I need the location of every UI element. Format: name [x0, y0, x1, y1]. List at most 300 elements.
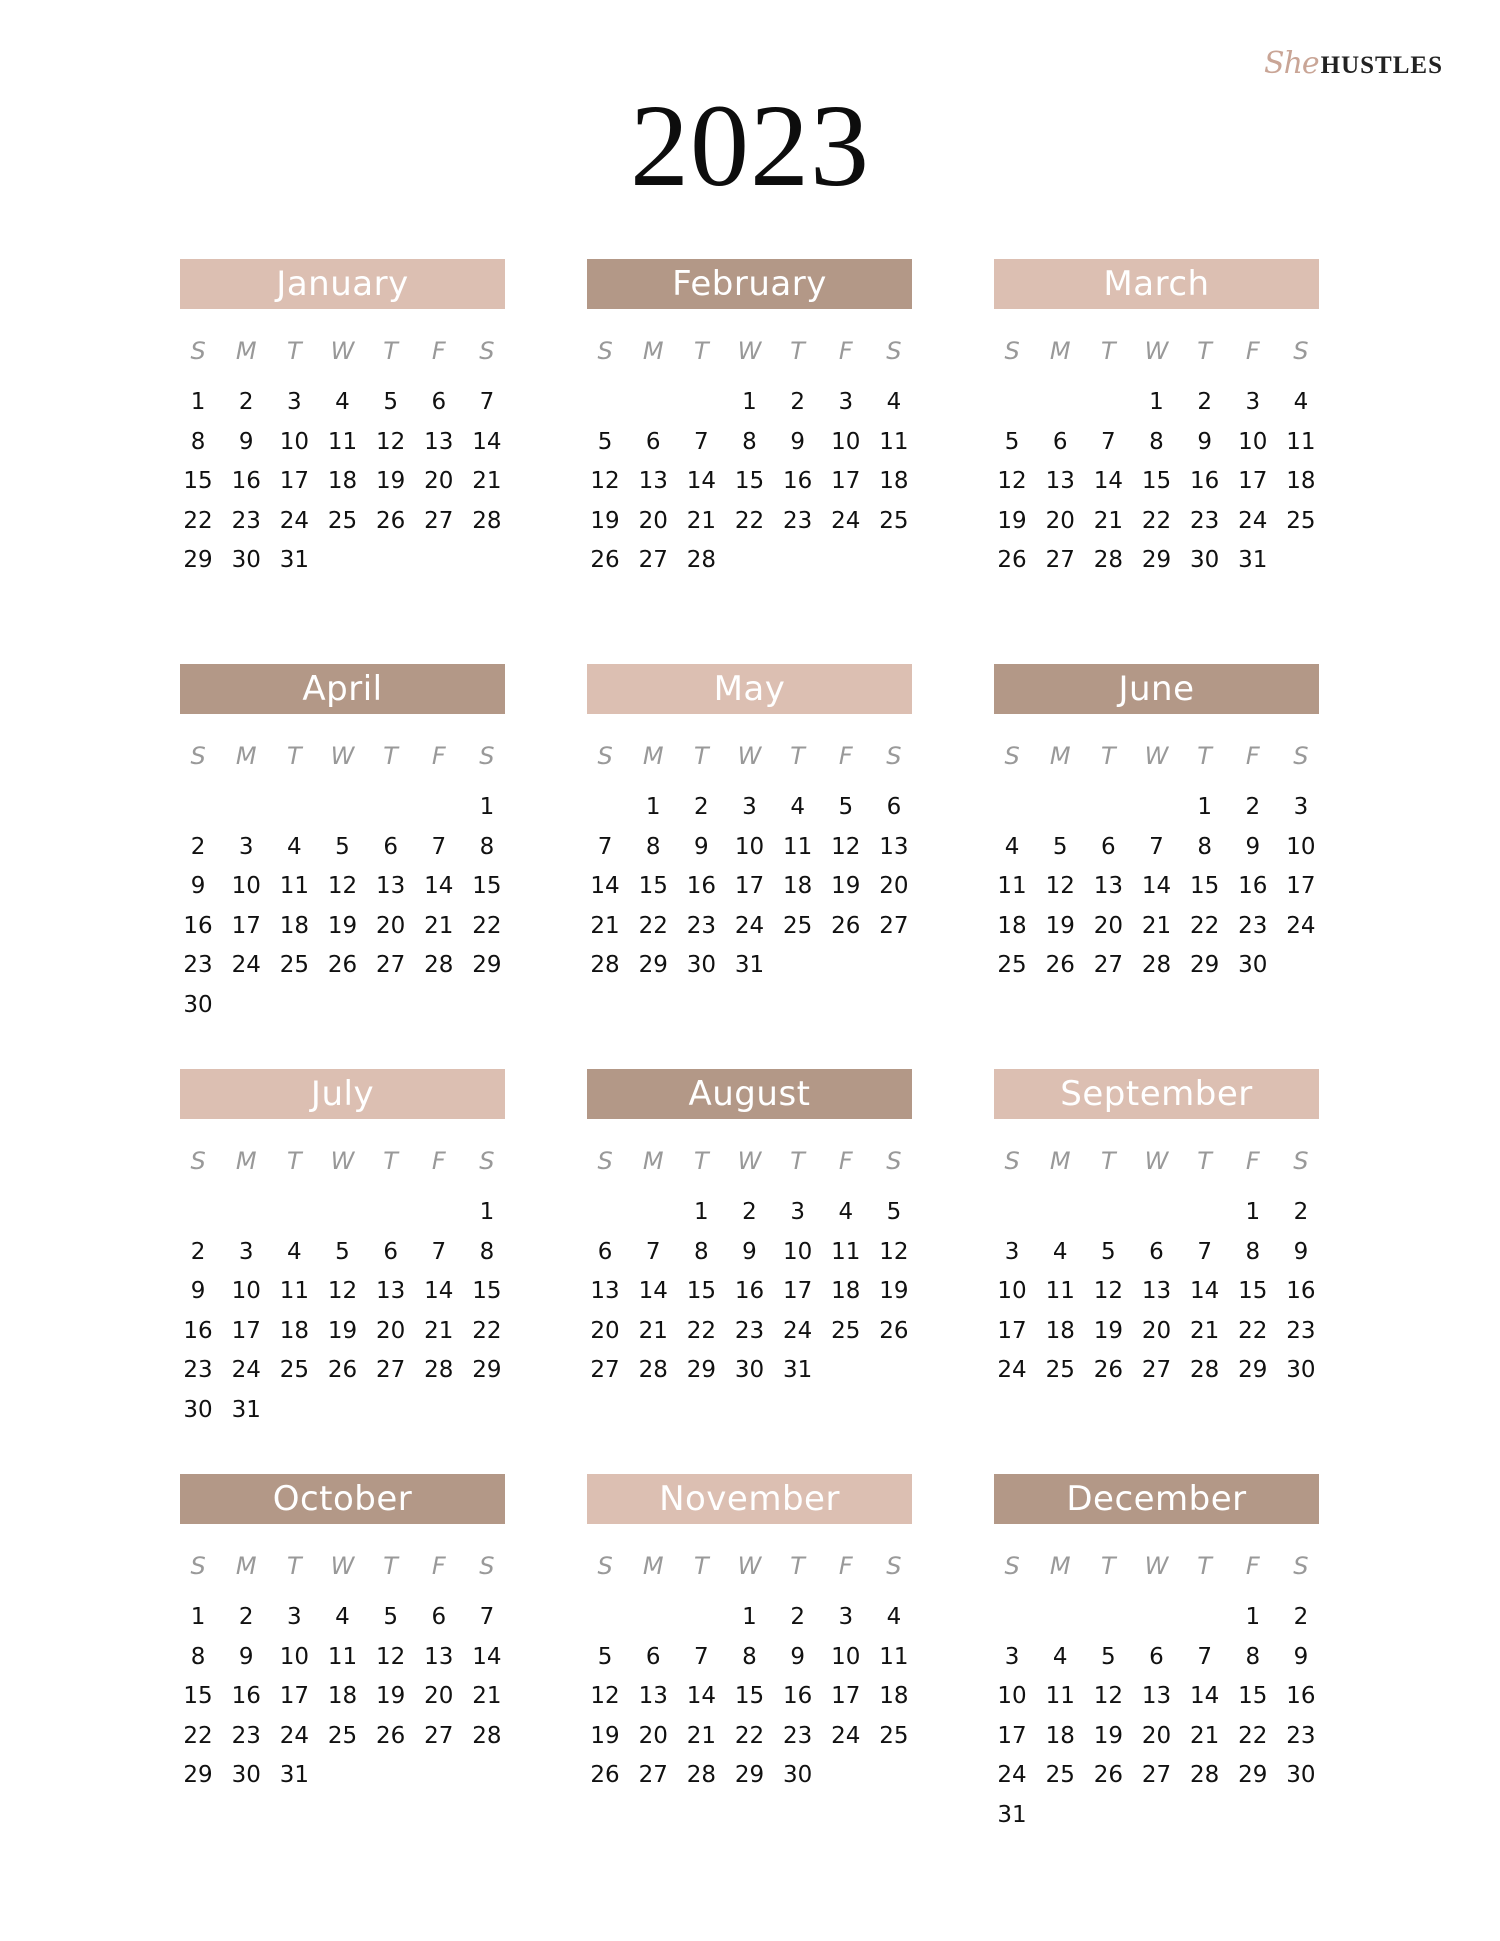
weekday-label: S	[886, 337, 902, 365]
day-cell: 2	[742, 1199, 757, 1225]
day-grid	[174, 383, 511, 581]
weekday-row	[581, 742, 918, 778]
day-cell: 12	[831, 833, 861, 860]
day-cell: 15	[183, 468, 213, 494]
day-cell: 21	[686, 507, 716, 534]
day-cell: 22	[1141, 507, 1172, 534]
weekday-row	[581, 337, 918, 373]
day-cell: 16	[1286, 1278, 1316, 1304]
day-cell: 18	[1045, 1722, 1075, 1749]
day-cell: 26	[327, 952, 358, 978]
weekday-label: T	[383, 337, 398, 365]
weekday-label: S	[1004, 1552, 1020, 1580]
day-cell: 12	[327, 873, 358, 899]
brand-logo-script: She	[1264, 46, 1319, 81]
weekday-label: M	[642, 1552, 664, 1580]
day-empty	[367, 1193, 415, 1233]
day-cell: 8	[190, 1643, 206, 1670]
day-cell: 31	[279, 547, 309, 573]
day-cell: 7	[694, 1643, 709, 1670]
day-cell: 8	[479, 1238, 495, 1265]
weekday-label: S	[1293, 1552, 1309, 1580]
day-cell: 18	[1045, 1317, 1075, 1344]
day-cell: 12	[375, 1643, 406, 1670]
day-cell: 15	[686, 1278, 716, 1304]
day-cell: 1	[1149, 389, 1164, 415]
day-cell: 2	[694, 794, 709, 820]
day-cell: 5	[1101, 1238, 1116, 1265]
day-empty	[1181, 1598, 1229, 1638]
day-cell: 6	[431, 1604, 447, 1630]
month-header: December	[994, 1474, 1319, 1524]
day-cell: 24	[831, 507, 861, 534]
day-cell: 17	[231, 1317, 261, 1344]
day-cell: 24	[997, 1762, 1027, 1788]
day-cell: 1	[1197, 794, 1212, 820]
day-cell: 17	[279, 1683, 309, 1709]
weekday-label: S	[886, 1147, 902, 1175]
day-cell: 13	[590, 1278, 620, 1304]
weekday-label: T	[383, 1147, 398, 1175]
day-cell: 25	[997, 952, 1027, 978]
day-cell: 8	[742, 428, 757, 455]
day-cell: 13	[1093, 873, 1123, 899]
day-cell: 13	[1141, 1683, 1172, 1709]
day-cell: 6	[1149, 1643, 1164, 1670]
weekday-label: T	[1101, 1552, 1116, 1580]
day-cell: 27	[1093, 952, 1123, 978]
day-cell: 24	[734, 912, 765, 939]
weekday-label: T	[1101, 742, 1116, 770]
day-cell: 14	[472, 1643, 502, 1670]
day-cell: 2	[1293, 1199, 1309, 1225]
day-cell: 1	[1245, 1604, 1261, 1630]
weekday-label: T	[287, 337, 302, 365]
day-cell: 5	[597, 428, 613, 455]
day-grid	[581, 1598, 918, 1796]
day-cell: 28	[1189, 1357, 1220, 1383]
day-cell: 14	[638, 1278, 668, 1304]
day-empty	[367, 788, 415, 828]
day-cell: 2	[790, 389, 805, 415]
weekday-label: T	[694, 337, 709, 365]
day-empty	[581, 1598, 629, 1638]
day-cell: 14	[1189, 1683, 1220, 1709]
day-cell: 7	[479, 1604, 495, 1630]
day-cell: 30	[183, 991, 213, 1018]
day-cell: 26	[1045, 952, 1075, 978]
day-cell: 10	[1238, 428, 1268, 455]
weekday-label: S	[479, 742, 495, 770]
weekday-row	[174, 337, 511, 373]
day-cell: 7	[1197, 1238, 1212, 1265]
day-cell: 26	[1093, 1762, 1123, 1788]
day-empty	[1036, 788, 1084, 828]
day-cell: 12	[590, 468, 620, 494]
day-cell: 3	[1293, 794, 1309, 820]
day-empty	[629, 1193, 677, 1233]
day-cell: 30	[1286, 1762, 1316, 1788]
day-cell: 16	[183, 1317, 213, 1344]
month-april	[180, 664, 505, 1069]
day-empty	[629, 1598, 677, 1638]
weekday-label: T	[1197, 742, 1212, 770]
day-cell: 17	[782, 1278, 813, 1304]
weekday-label: M	[642, 742, 664, 770]
day-cell: 2	[238, 1604, 254, 1630]
day-cell: 12	[1093, 1278, 1123, 1304]
day-cell: 7	[479, 389, 495, 415]
month-header: January	[180, 259, 505, 309]
weekday-label: M	[235, 1552, 257, 1580]
weekday-label: W	[737, 742, 762, 770]
day-cell: 24	[782, 1317, 813, 1344]
day-empty	[1036, 383, 1084, 423]
day-cell: 1	[190, 389, 206, 415]
weekday-row	[988, 1552, 1325, 1588]
weekday-label: W	[330, 1147, 355, 1175]
day-cell: 29	[472, 952, 502, 978]
day-empty	[988, 788, 1036, 828]
day-cell: 9	[1293, 1643, 1309, 1670]
weekday-label: T	[694, 1147, 709, 1175]
day-cell: 10	[831, 1643, 861, 1670]
weekday-label: S	[1004, 742, 1020, 770]
calendar-grid	[180, 259, 1319, 1879]
day-cell: 13	[1141, 1278, 1172, 1304]
day-empty	[1132, 1598, 1180, 1638]
month-december	[994, 1474, 1319, 1879]
day-empty	[1036, 1598, 1084, 1638]
day-cell: 18	[997, 912, 1027, 939]
day-cell: 20	[638, 507, 668, 534]
month-february	[587, 259, 912, 664]
day-cell: 26	[375, 1722, 406, 1749]
weekday-label: F	[1245, 1552, 1260, 1580]
day-cell: 24	[997, 1357, 1027, 1383]
day-cell: 18	[327, 468, 358, 494]
day-cell: 3	[742, 794, 757, 820]
day-cell: 28	[1189, 1762, 1220, 1788]
day-cell: 21	[424, 1317, 454, 1344]
day-cell: 7	[431, 833, 447, 860]
day-cell: 10	[279, 1643, 309, 1670]
day-cell: 19	[375, 1683, 406, 1709]
day-cell: 22	[734, 1722, 765, 1749]
day-cell: 8	[694, 1238, 709, 1265]
day-cell: 25	[327, 507, 358, 534]
day-cell: 11	[279, 873, 309, 899]
day-cell: 6	[597, 1238, 613, 1265]
day-cell: 7	[597, 833, 613, 860]
day-cell: 8	[742, 1643, 757, 1670]
day-cell: 6	[1052, 428, 1068, 455]
day-grid	[988, 1193, 1325, 1391]
day-cell: 15	[1238, 1278, 1268, 1304]
weekday-label: F	[431, 742, 446, 770]
weekday-label: T	[790, 337, 805, 365]
month-header: August	[587, 1069, 912, 1119]
day-cell: 17	[997, 1317, 1027, 1344]
day-cell: 8	[1197, 833, 1212, 860]
day-cell: 11	[997, 873, 1027, 899]
day-cell: 29	[734, 1762, 765, 1788]
day-empty	[1084, 788, 1132, 828]
day-cell: 9	[790, 428, 805, 455]
day-cell: 16	[231, 1683, 261, 1709]
day-empty	[1084, 1193, 1132, 1233]
day-cell: 29	[686, 1357, 716, 1383]
day-cell: 26	[831, 912, 861, 939]
day-empty	[174, 1193, 222, 1233]
weekday-label: T	[287, 1147, 302, 1175]
day-cell: 15	[734, 468, 765, 494]
day-cell: 29	[638, 952, 668, 978]
day-cell: 28	[472, 507, 502, 534]
day-cell: 12	[1045, 873, 1075, 899]
day-cell: 23	[734, 1317, 765, 1344]
day-cell: 14	[424, 1278, 454, 1304]
month-header: June	[994, 664, 1319, 714]
day-cell: 11	[879, 1643, 909, 1670]
day-cell: 14	[686, 1683, 716, 1709]
weekday-label: W	[330, 337, 355, 365]
day-cell: 10	[231, 873, 261, 899]
day-cell: 25	[831, 1317, 861, 1344]
day-cell: 17	[831, 1683, 861, 1709]
day-cell: 5	[335, 1238, 350, 1265]
weekday-label: S	[597, 1147, 613, 1175]
day-cell: 23	[183, 952, 213, 978]
day-cell: 22	[183, 507, 213, 534]
day-cell: 24	[831, 1722, 861, 1749]
day-cell: 26	[1093, 1357, 1123, 1383]
day-cell: 14	[686, 468, 716, 494]
day-cell: 21	[1141, 912, 1172, 939]
day-cell: 6	[645, 428, 661, 455]
day-cell: 19	[1093, 1317, 1123, 1344]
day-cell: 2	[190, 1238, 206, 1265]
day-cell: 4	[1052, 1643, 1068, 1670]
day-cell: 8	[190, 428, 206, 455]
day-cell: 16	[686, 873, 716, 899]
day-cell: 7	[1149, 833, 1164, 860]
day-cell: 7	[1101, 428, 1116, 455]
day-cell: 12	[327, 1278, 358, 1304]
day-cell: 11	[1286, 428, 1316, 455]
weekday-label: W	[737, 337, 762, 365]
day-cell: 20	[879, 873, 909, 899]
day-cell: 23	[231, 1722, 261, 1749]
weekday-row	[988, 742, 1325, 778]
day-cell: 19	[327, 912, 358, 939]
day-empty	[677, 383, 725, 423]
day-cell: 8	[645, 833, 661, 860]
day-cell: 24	[279, 1722, 309, 1749]
day-cell: 4	[287, 833, 302, 860]
day-cell: 18	[1286, 468, 1316, 494]
day-cell: 7	[645, 1238, 661, 1265]
weekday-label: W	[1144, 742, 1169, 770]
day-cell: 11	[1045, 1278, 1075, 1304]
day-cell: 17	[831, 468, 861, 494]
day-cell: 30	[1238, 952, 1268, 978]
day-cell: 28	[590, 952, 620, 978]
day-cell: 20	[1141, 1317, 1172, 1344]
day-cell: 5	[597, 1643, 613, 1670]
weekday-label: F	[431, 1147, 446, 1175]
day-cell: 10	[997, 1683, 1027, 1709]
day-cell: 4	[1004, 833, 1020, 860]
weekday-label: W	[737, 1147, 762, 1175]
day-cell: 8	[1245, 1238, 1261, 1265]
day-cell: 28	[686, 1762, 716, 1788]
day-cell: 17	[1238, 468, 1268, 494]
weekday-label: T	[287, 1552, 302, 1580]
brand-logo	[1264, 46, 1443, 81]
day-cell: 11	[879, 428, 909, 455]
weekday-label: S	[597, 337, 613, 365]
weekday-label: F	[838, 742, 853, 770]
day-empty	[270, 788, 318, 828]
weekday-label: T	[383, 1552, 398, 1580]
day-cell: 4	[790, 794, 805, 820]
day-cell: 21	[638, 1317, 668, 1344]
day-cell: 1	[479, 794, 495, 820]
day-cell: 17	[279, 468, 309, 494]
day-cell: 21	[686, 1722, 716, 1749]
day-cell: 31	[279, 1762, 309, 1788]
month-march	[994, 259, 1319, 664]
day-cell: 25	[1286, 507, 1316, 534]
day-cell: 10	[279, 428, 309, 455]
weekday-label: W	[330, 1552, 355, 1580]
day-cell: 24	[279, 507, 309, 534]
day-empty	[318, 1193, 366, 1233]
month-may	[587, 664, 912, 1069]
day-cell: 9	[190, 873, 206, 899]
day-cell: 31	[1238, 547, 1268, 573]
day-empty	[1084, 1598, 1132, 1638]
day-cell: 25	[782, 912, 813, 939]
day-cell: 20	[590, 1317, 620, 1344]
weekday-label: S	[597, 1552, 613, 1580]
day-grid	[581, 383, 918, 581]
day-empty	[629, 383, 677, 423]
day-cell: 4	[287, 1238, 302, 1265]
day-cell: 30	[782, 1762, 813, 1788]
day-empty	[581, 1193, 629, 1233]
day-cell: 18	[831, 1278, 861, 1304]
weekday-label: F	[1245, 337, 1260, 365]
day-cell: 20	[1141, 1722, 1172, 1749]
day-cell: 5	[383, 389, 398, 415]
day-cell: 9	[190, 1278, 206, 1304]
day-empty	[415, 1193, 463, 1233]
day-cell: 26	[879, 1317, 909, 1344]
day-cell: 26	[375, 507, 406, 534]
day-cell: 13	[879, 833, 909, 860]
day-cell: 15	[734, 1683, 765, 1709]
day-cell: 20	[375, 912, 406, 939]
day-cell: 22	[472, 912, 502, 939]
weekday-label: S	[1004, 337, 1020, 365]
day-cell: 28	[1141, 952, 1172, 978]
weekday-label: M	[1049, 1147, 1071, 1175]
weekday-label: S	[886, 742, 902, 770]
day-cell: 15	[183, 1683, 213, 1709]
month-header: March	[994, 259, 1319, 309]
day-cell: 3	[238, 833, 254, 860]
day-cell: 25	[327, 1722, 358, 1749]
day-cell: 30	[1286, 1357, 1316, 1383]
weekday-row	[581, 1552, 918, 1588]
day-cell: 14	[1189, 1278, 1220, 1304]
day-grid	[581, 1193, 918, 1391]
day-cell: 1	[694, 1199, 709, 1225]
day-cell: 19	[831, 873, 861, 899]
month-october	[180, 1474, 505, 1879]
day-cell: 15	[472, 873, 502, 899]
day-cell: 28	[424, 952, 454, 978]
day-cell: 9	[1245, 833, 1261, 860]
day-cell: 27	[1045, 547, 1075, 573]
day-cell: 19	[997, 507, 1027, 534]
day-cell: 25	[879, 507, 909, 534]
weekday-row	[988, 337, 1325, 373]
day-grid	[988, 383, 1325, 581]
weekday-label: T	[790, 742, 805, 770]
day-cell: 3	[838, 1604, 854, 1630]
day-cell: 29	[1238, 1762, 1268, 1788]
day-cell: 15	[1141, 468, 1172, 494]
weekday-label: S	[190, 337, 206, 365]
day-cell: 10	[1286, 833, 1316, 860]
weekday-label: T	[287, 742, 302, 770]
day-cell: 26	[590, 1762, 620, 1788]
day-cell: 20	[424, 1683, 454, 1709]
month-header: October	[180, 1474, 505, 1524]
day-cell: 24	[231, 952, 261, 978]
day-cell: 19	[590, 507, 620, 534]
day-cell: 27	[590, 1357, 620, 1383]
day-cell: 13	[375, 1278, 406, 1304]
day-cell: 3	[238, 1238, 254, 1265]
day-grid	[988, 1598, 1325, 1835]
day-cell: 28	[638, 1357, 668, 1383]
day-cell: 31	[231, 1396, 261, 1423]
weekday-row	[174, 742, 511, 778]
day-cell: 22	[638, 912, 668, 939]
weekday-label: S	[1293, 1147, 1309, 1175]
day-cell: 6	[383, 833, 398, 860]
day-cell: 5	[383, 1604, 398, 1630]
day-cell: 14	[472, 428, 502, 455]
day-cell: 15	[1189, 873, 1220, 899]
day-empty	[677, 1598, 725, 1638]
day-cell: 11	[279, 1278, 309, 1304]
day-cell: 2	[190, 833, 206, 860]
day-cell: 22	[1238, 1722, 1268, 1749]
day-empty	[988, 383, 1036, 423]
day-cell: 13	[638, 1683, 668, 1709]
month-june	[994, 664, 1319, 1069]
month-header: September	[994, 1069, 1319, 1119]
day-cell: 21	[590, 912, 620, 939]
day-cell: 6	[1101, 833, 1116, 860]
weekday-label: S	[479, 1147, 495, 1175]
day-cell: 21	[1189, 1317, 1220, 1344]
